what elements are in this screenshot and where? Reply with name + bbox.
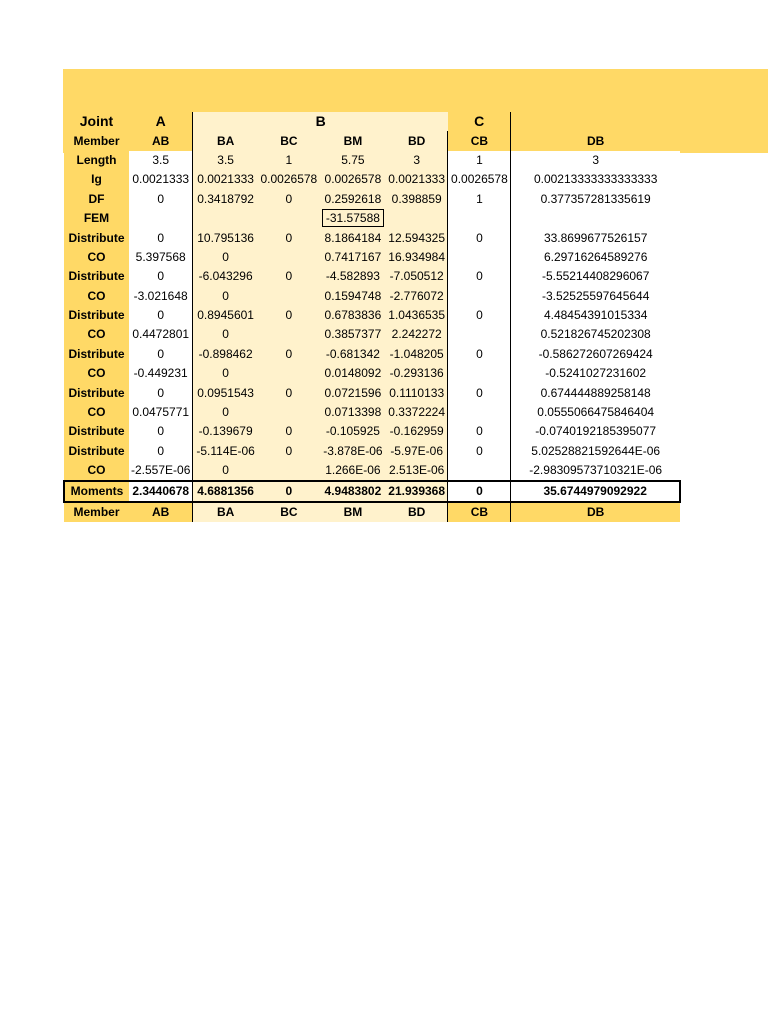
table-cell: [258, 403, 320, 422]
member-header-bm: BM: [320, 131, 386, 150]
table-cell: 1: [258, 151, 320, 170]
table-cell: 0: [193, 248, 258, 267]
table-cell: 0: [129, 383, 193, 402]
table-cell: 0.0026578: [320, 170, 386, 189]
table-cell: [448, 364, 511, 383]
table-row: [64, 325, 680, 344]
row-label: CO: [64, 364, 129, 383]
joint-label: Joint: [64, 112, 129, 131]
row-label: CO: [64, 403, 129, 422]
table-cell: 6.29716264589276: [511, 248, 680, 267]
row-label: CO: [64, 325, 129, 344]
table-cell: 1.266E-06: [320, 461, 386, 481]
member-header-bd: BD: [386, 131, 448, 150]
table-cell: -0.105925: [320, 422, 386, 441]
table-cell: -4.582893: [320, 267, 386, 286]
table-cell: 0.00213333333333333: [511, 170, 680, 189]
moment-value-bc: 0: [258, 481, 320, 502]
table-cell: -0.162959: [386, 422, 448, 441]
member-footer-bm: BM: [320, 502, 386, 522]
table-cell: 8.1864184: [320, 228, 386, 247]
table-cell: 0.0021333: [193, 170, 258, 189]
table-cell: 0: [448, 442, 511, 461]
table-cell: -3.878E-06: [320, 442, 386, 461]
table-cell: 0: [258, 442, 320, 461]
joint-d-header: [511, 112, 680, 131]
table-cell: 0: [448, 267, 511, 286]
table-cell: 0: [448, 228, 511, 247]
table-cell: 12.594325: [386, 228, 448, 247]
moment-value-bm: 4.9483802: [320, 481, 386, 502]
table-row: [64, 345, 680, 364]
table-cell: 3: [386, 151, 448, 170]
table-cell: -5.114E-06: [193, 442, 258, 461]
table-cell: 0: [193, 325, 258, 344]
member-footer-label: Member: [64, 502, 129, 522]
table-row: [64, 190, 680, 209]
table-cell: 0.0475771: [129, 403, 193, 422]
table-cell: 0: [129, 267, 193, 286]
table-cell: 0.0026578: [448, 170, 511, 189]
joint-a-header: A: [129, 112, 193, 131]
member-header-db: DB: [511, 131, 680, 150]
joint-c-header: C: [448, 112, 511, 131]
member-row: [64, 131, 680, 150]
table-cell: 0: [448, 422, 511, 441]
member-header-cb: CB: [448, 131, 511, 150]
table-row: [64, 383, 680, 402]
table-row: [64, 248, 680, 267]
table-cell: 0.0721596: [320, 383, 386, 402]
table-cell: 0.521826745202308: [511, 325, 680, 344]
table-cell: [386, 209, 448, 228]
table-cell: [258, 461, 320, 481]
table-cell: 0: [129, 442, 193, 461]
table-cell: [193, 209, 258, 228]
row-label: Distribute: [64, 306, 129, 325]
table-cell: -1.048205: [386, 345, 448, 364]
table-cell: 0: [193, 364, 258, 383]
table-cell: 0: [448, 383, 511, 402]
table-cell: 0.4472801: [129, 325, 193, 344]
table-cell: 2.513E-06: [386, 461, 448, 481]
moment-value-cb: 0: [448, 481, 511, 502]
table-cell: [448, 461, 511, 481]
table-cell: 0.0026578: [258, 170, 320, 189]
table-cell: 3: [511, 151, 680, 170]
table-cell: -0.586272607269424: [511, 345, 680, 364]
table-cell: 0.1110133: [386, 383, 448, 402]
table-cell: 0: [129, 345, 193, 364]
table-row: [64, 267, 680, 286]
table-cell: -7.050512: [386, 267, 448, 286]
table-row: [64, 306, 680, 325]
table-row: [64, 151, 680, 170]
table-cell: 0.0021333: [386, 170, 448, 189]
table-cell: 0: [258, 345, 320, 364]
joint-b-header: B: [193, 112, 448, 131]
row-label: Distribute: [64, 383, 129, 402]
table-cell: 0.8945601: [193, 306, 258, 325]
table-cell: 0.3857377: [320, 325, 386, 344]
row-label: Distribute: [64, 422, 129, 441]
row-label: Distribute: [64, 267, 129, 286]
table-cell: 0: [193, 461, 258, 481]
member-header-ab: AB: [129, 131, 193, 150]
member-footer-bd: BD: [386, 502, 448, 522]
table-cell: 0: [258, 228, 320, 247]
table-cell: 0: [129, 422, 193, 441]
table-cell: 0.0951543: [193, 383, 258, 402]
moments-label: Moments: [64, 481, 129, 502]
table-cell: [511, 209, 680, 228]
table-cell: [258, 364, 320, 383]
table-cell: 33.8699677526157: [511, 228, 680, 247]
table-cell: 0: [448, 306, 511, 325]
table-row: [64, 364, 680, 383]
table-cell: [129, 209, 193, 228]
table-cell: -2.776072: [386, 287, 448, 306]
table-cell: 16.934984: [386, 248, 448, 267]
table-cell: 10.795136: [193, 228, 258, 247]
table-cell: 0.674444889258148: [511, 383, 680, 402]
table-cell: 5.397568: [129, 248, 193, 267]
table-cell: 0: [193, 287, 258, 306]
table-cell: 0.7417167: [320, 248, 386, 267]
moment-value-bd: 21.939368: [386, 481, 448, 502]
table-cell: 0: [129, 228, 193, 247]
table-cell: [448, 248, 511, 267]
table-cell: 0.0148092: [320, 364, 386, 383]
moment-value-ab: 2.3440678: [129, 481, 193, 502]
table-cell: 0: [129, 306, 193, 325]
table-cell: -0.293136: [386, 364, 448, 383]
table-cell: [258, 287, 320, 306]
member-footer-bc: BC: [258, 502, 320, 522]
table-cell: 0.6783836: [320, 306, 386, 325]
row-label: CO: [64, 248, 129, 267]
table-cell: 0.377357281335619: [511, 190, 680, 209]
table-cell: [448, 209, 511, 228]
table-cell: 3.5: [193, 151, 258, 170]
table-cell: 0: [193, 403, 258, 422]
table-cell: 0: [258, 306, 320, 325]
table-cell: 0: [258, 383, 320, 402]
member-label: Member: [64, 131, 129, 150]
table-cell: 4.48454391015334: [511, 306, 680, 325]
row-label: FEM: [64, 209, 129, 228]
table-cell: 5.75: [320, 151, 386, 170]
table-row: [64, 403, 680, 422]
table-cell: 0.0713398: [320, 403, 386, 422]
table-cell: 0: [258, 190, 320, 209]
row-label: Distribute: [64, 442, 129, 461]
table-row: [64, 228, 680, 247]
member-footer-cb: CB: [448, 502, 511, 522]
table-cell: 0.2592618: [320, 190, 386, 209]
moment-distribution-table: [63, 112, 681, 522]
joint-row: [64, 112, 680, 131]
table-cell: 0: [129, 190, 193, 209]
moment-value-ba: 4.6881356: [193, 481, 258, 502]
table-cell: -0.139679: [193, 422, 258, 441]
table-cell: 5.02528821592644E-06: [511, 442, 680, 461]
table-cell: [448, 287, 511, 306]
table-row: [64, 422, 680, 441]
table-cell: -5.97E-06: [386, 442, 448, 461]
table-cell: [258, 209, 320, 228]
table-cell: -3.021648: [129, 287, 193, 306]
table-cell: -6.043296: [193, 267, 258, 286]
row-label: Distribute: [64, 345, 129, 364]
fem-value-box: -31.57588: [322, 209, 384, 227]
table-cell: 1: [448, 190, 511, 209]
table-cell: [258, 248, 320, 267]
table-cell: -0.5241027231602: [511, 364, 680, 383]
moment-value-db: 35.6744979092922: [511, 481, 680, 502]
table-cell: 0: [448, 345, 511, 364]
table-row: [64, 287, 680, 306]
table-cell: 2.242272: [386, 325, 448, 344]
table-cell: -2.557E-06: [129, 461, 193, 481]
table-cell: -0.0740192185395077: [511, 422, 680, 441]
member-header-ba: BA: [193, 131, 258, 150]
row-label: DF: [64, 190, 129, 209]
table-cell: 0: [258, 422, 320, 441]
table-row: [64, 209, 680, 228]
table-cell: -3.52525597645644: [511, 287, 680, 306]
table-cell: -0.898462: [193, 345, 258, 364]
table-cell: -0.449231: [129, 364, 193, 383]
row-label: Length: [64, 151, 129, 170]
table-cell: 0: [258, 267, 320, 286]
row-label: CO: [64, 461, 129, 481]
member-footer-db: DB: [511, 502, 680, 522]
member-footer-ab: AB: [129, 502, 193, 522]
table-row: [64, 170, 680, 189]
table-cell: -2.98309573710321E-06: [511, 461, 680, 481]
table-cell: [320, 209, 386, 228]
table-cell: -5.55214408296067: [511, 267, 680, 286]
table-cell: [448, 403, 511, 422]
table-cell: 0.398859: [386, 190, 448, 209]
member-footer-ba: BA: [193, 502, 258, 522]
table-cell: 0.1594748: [320, 287, 386, 306]
table-cell: 0.3372224: [386, 403, 448, 422]
table-cell: [258, 325, 320, 344]
row-label: Distribute: [64, 228, 129, 247]
moments-row: [64, 481, 680, 502]
table-cell: 1.0436535: [386, 306, 448, 325]
member-header-bc: BC: [258, 131, 320, 150]
table-cell: 3.5: [129, 151, 193, 170]
table-cell: [448, 325, 511, 344]
table-cell: -0.681342: [320, 345, 386, 364]
table-row: [64, 461, 680, 481]
table-cell: 0.3418792: [193, 190, 258, 209]
table-cell: 1: [448, 151, 511, 170]
member-footer-row: [64, 502, 680, 522]
row-label: Ig: [64, 170, 129, 189]
row-label: CO: [64, 287, 129, 306]
table-cell: 0.0555066475846404: [511, 403, 680, 422]
table-cell: 0.0021333: [129, 170, 193, 189]
table-row: [64, 442, 680, 461]
